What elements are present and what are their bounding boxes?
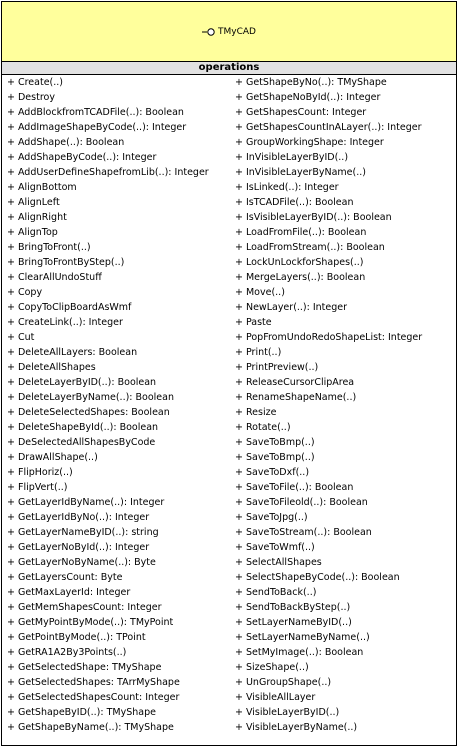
operation-item: + GetLayerIdByNo(..): Integer [7, 512, 150, 523]
operation-item: + GetLayerIdByName(..): Integer [7, 497, 165, 508]
operation-item: + GetMaxLayerId: Integer [7, 587, 131, 598]
operation-item: + DeleteShapeById(..): Boolean [7, 422, 159, 433]
operation-item: + SetLayerNameByName(..) [235, 632, 370, 643]
operation-item: + AddImageShapeByCode(..): Integer [7, 122, 187, 133]
operations-column-left [7, 75, 209, 735]
operation-item: + RenameShapeName(..) [235, 392, 357, 403]
operation-item: + SendToBackByStep(..) [235, 602, 351, 613]
operation-item: + SetMyImage(..): Boolean [235, 647, 364, 658]
operation-item: + DrawAllShape(..) [7, 452, 98, 463]
operation-item: + AddUserDefineShapefromLib(..): Integer [7, 167, 209, 178]
operation-item: + GetShapeByNo(..): TMyShape [235, 77, 387, 88]
operation-item: + BringToFront(..) [7, 242, 91, 253]
operation-item: + GetShapeNoById(..): Integer [235, 92, 381, 103]
operation-item: + GetShapesCountInALayer(..): Integer [235, 122, 422, 133]
operation-item: + Cut [7, 332, 35, 343]
operation-item: + GetMemShapesCount: Integer [7, 602, 162, 613]
operations-column-right [235, 75, 422, 735]
operation-item: + GetLayersCount: Byte [7, 572, 123, 583]
operation-item: + AlignBottom [7, 182, 77, 193]
operation-item: + SaveToFileold(..): Boolean [235, 497, 368, 508]
operation-item: + GetShapeByID(..): TMyShape [7, 707, 156, 718]
operation-item: + SaveToDxf(..) [235, 467, 310, 478]
operation-item: + DeleteSelectedShapes: Boolean [7, 407, 170, 418]
operation-item: + Copy [7, 287, 43, 298]
operation-item: + SaveToWmf(..) [235, 542, 315, 553]
operation-item: + SaveToStream(..): Boolean [235, 527, 372, 538]
operation-item: + FlipHoriz(..) [7, 467, 73, 478]
operation-item: + Move(..) [235, 287, 285, 298]
operation-item: + ReleaseCursorClipArea [235, 377, 355, 388]
operation-item: + GetRA1A2By3Points(..) [7, 647, 127, 658]
operation-item: + PopFromUndoRedoShapeList: Integer [235, 332, 423, 343]
operation-item: + GetShapeByName(..): TMyShape [7, 722, 174, 733]
operation-item: + SizeShape(..) [235, 662, 309, 673]
operation-item: + DeleteAllShapes [7, 362, 96, 373]
operation-item: + SaveToBmp(..) [235, 452, 315, 463]
class-name: TMyCAD [218, 26, 256, 37]
operation-item: + AlignRight [7, 212, 67, 223]
operation-item: + GetPointByMode(..): TPoint [7, 632, 146, 643]
operation-item: + DeleteLayerByName(..): Boolean [7, 392, 174, 403]
operation-item: + PrintPreview(..) [235, 362, 319, 373]
operation-item: + MergeLayers(..): Boolean [235, 272, 366, 283]
operation-item: + DeleteAllLayers: Boolean [7, 347, 138, 358]
operations-section-title: operations [2, 62, 456, 75]
operation-item: + SaveToBmp(..) [235, 437, 315, 448]
operation-item: + GetLayerNoByName(..): Byte [7, 557, 156, 568]
operation-item: + AlignLeft [7, 197, 60, 208]
operation-item: + VisibleLayerByName(..) [235, 722, 358, 733]
interface-lollipop-icon [202, 28, 216, 36]
uml-class-box [1, 1, 457, 746]
operation-item: + GetMyPointByMode(..): TMyPoint [7, 617, 174, 628]
operation-item: + DeSelectedAllShapesByCode [7, 437, 156, 448]
operation-item: + GetLayerNoById(..): Integer [7, 542, 150, 553]
operation-item: + GetSelectedShapes: TArrMyShape [7, 677, 180, 688]
operation-item: + GetSelectedShapesCount: Integer [7, 692, 180, 703]
operation-item: + Resize [235, 407, 277, 418]
operation-item: + LockUnLockforShapes(..) [235, 257, 364, 268]
operation-item: + IsTCADFile(..): Boolean [235, 197, 354, 208]
operation-item: + SelectAllShapes [235, 557, 322, 568]
operation-item: + CreateLink(..): Integer [7, 317, 123, 328]
operation-item: + AddShape(..): Boolean [7, 137, 125, 148]
operation-item: + VisibleAllLayer [235, 692, 316, 703]
operation-item: + SelectShapeByCode(..): Boolean [235, 572, 400, 583]
operation-item: + DeleteLayerByID(..): Boolean [7, 377, 157, 388]
operation-item: + SaveToFile(..): Boolean [235, 482, 354, 493]
operation-item: + LoadFromStream(..): Boolean [235, 242, 385, 253]
operation-item: + Paste [235, 317, 272, 328]
operation-item: + CopyToClipBoardAsWmf [7, 302, 132, 313]
operation-item: + LoadFromFile(..): Boolean [235, 227, 367, 238]
class-title [202, 27, 256, 37]
operation-item: + NewLayer(..): Integer [235, 302, 348, 313]
operation-item: + IsLinked(..): Integer [235, 182, 339, 193]
operation-item: + IsVisibleLayerByID(..): Boolean [235, 212, 392, 223]
operation-item: + SendToBack(..) [235, 587, 317, 598]
operation-item: + AddShapeByCode(..): Integer [7, 152, 157, 163]
operation-item: + Rotate(..) [235, 422, 291, 433]
operation-item: + BringToFrontByStep(..) [7, 257, 125, 268]
operation-item: + GetLayerNameByID(..): string [7, 527, 159, 538]
class-header [2, 2, 456, 62]
operation-item: + Create(..) [7, 77, 63, 88]
operation-item: + VisibleLayerByID(..) [235, 707, 340, 718]
operation-item: + UnGroupShape(..) [235, 677, 332, 688]
operation-item: + InVisibleLayerByName(..) [235, 167, 366, 178]
operation-item: + ClearAllUndoStuff [7, 272, 102, 283]
operation-item: + GroupWorkingShape: Integer [235, 137, 384, 148]
operation-item: + GetShapesCount: Integer [235, 107, 367, 118]
operation-item: + GetSelectedShape: TMyShape [7, 662, 162, 673]
operation-item: + SaveToJpg(..) [235, 512, 308, 523]
operation-item: + AddBlockfromTCADFile(..): Boolean [7, 107, 184, 118]
operation-item: + InVisibleLayerByID(..) [235, 152, 349, 163]
operation-item: + SetLayerNameByID(..) [235, 617, 352, 628]
operation-item: + Print(..) [235, 347, 282, 358]
operation-item: + Destroy [7, 92, 55, 103]
operation-item: + FlipVert(..) [7, 482, 68, 493]
operation-item: + AlignTop [7, 227, 58, 238]
